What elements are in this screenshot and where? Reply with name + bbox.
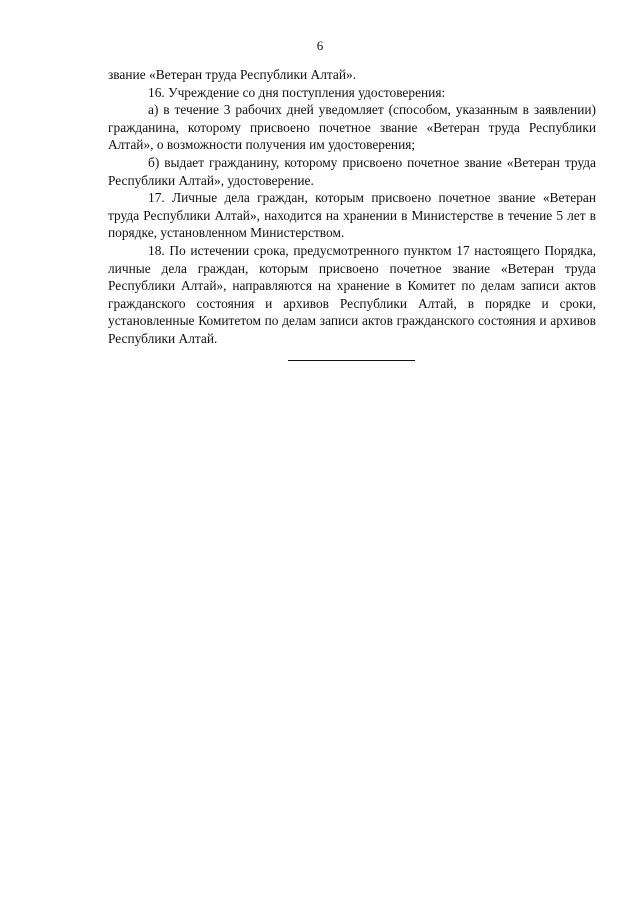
end-of-document-rule [288,360,415,361]
document-body [108,66,596,361]
paragraph-16b: б) выдает гражданину, которому присвоено почетное звание «Ветеран труда Республики Алтай», удостоверение. [108,154,596,188]
paragraph-18: 18. По истечении срока, предусмотренного пунктом 17 настоящего Порядка, личные дела граждан, которым присвоено почетное звание «Ветеран труда Республики Алтай», направляются на хранение в Комитет по делам записи актов гражданского состояния и архивов Республики Алтай, в порядке и сроки, установленные Комитетом по делам записи актов гражданского состояния и архивов Республики Алтай. [108,242,596,346]
paragraph-16a: а) в течение 3 рабочих дней уведомляет (способом, указанным в заявлении) гражданина, которому присвоено почетное звание «Ветеран труда Республики Алтай», о возможности получения им удостоверения; [108,102,596,153]
paragraph-17: 17. Личные дела граждан, которым присвоено почетное звание «Ветеран труда Республики Алтай», находится на хранении в Министерстве в течение 5 лет в порядке, установленном Министерством. [108,190,596,241]
page-number: 6 [316,38,324,53]
paragraph-continuation: звание «Ветеран труда Республики Алтай». [108,67,357,82]
paragraph-16: 16. Учреждение со дня поступления удостоверения: [148,84,446,100]
